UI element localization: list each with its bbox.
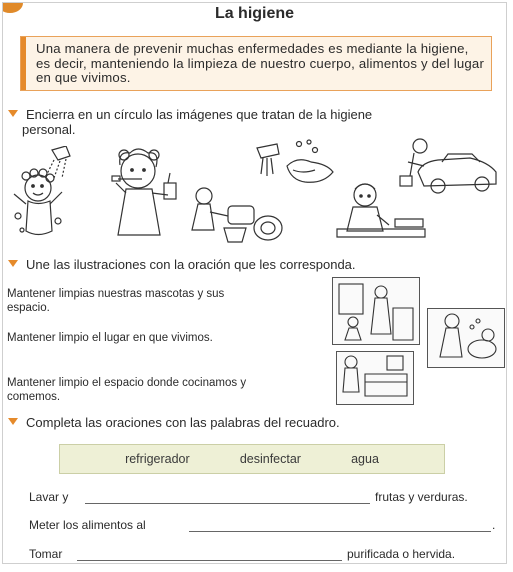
- word-bank: [59, 444, 445, 474]
- word-refrigerador: refrigerador: [125, 452, 190, 466]
- sentence-1-start: Lavar y: [29, 490, 69, 504]
- instruction-1: [8, 108, 503, 137]
- instruction-1-line2: personal.: [22, 121, 76, 137]
- match-picture-bedroom[interactable]: [336, 351, 414, 405]
- worksheet-page: [2, 2, 507, 564]
- match-picture-pet[interactable]: [427, 308, 505, 368]
- blank-2[interactable]: [189, 531, 491, 532]
- laundry-boy-illustration[interactable]: [188, 186, 288, 249]
- match-sentence-1[interactable]: Mantener limpias nuestras mascotas y sus espacio.: [7, 288, 225, 314]
- sentence-1-end: frutas y verduras.: [375, 490, 468, 504]
- instruction-3: [8, 416, 340, 431]
- washing-hands-illustration[interactable]: [253, 138, 338, 188]
- instruction-1-line1: Encierra en un círculo las imágenes que tratan de la higiene: [26, 107, 373, 122]
- intro-accent-bar: [21, 37, 26, 90]
- blank-1[interactable]: [85, 503, 370, 504]
- sentence-3-end: purificada o hervida.: [347, 547, 456, 561]
- intro-box: [20, 36, 492, 91]
- instruction-2: [8, 258, 356, 273]
- match-picture-kitchen[interactable]: [332, 277, 420, 345]
- cleaning-table-illustration[interactable]: [333, 181, 428, 251]
- word-desinfectar: desinfectar: [239, 452, 301, 466]
- orange-arrow-icon: [8, 418, 18, 425]
- orange-arrow-icon: [8, 110, 18, 117]
- orange-arrow-icon: [8, 260, 18, 267]
- page-title: La higiene: [214, 5, 295, 22]
- sentence-2-end: .: [492, 518, 496, 532]
- sentence-2-start: Meter los alimentos al: [29, 518, 146, 532]
- instruction-2-text: Une las ilustraciones con la oración que les corresponda.: [26, 257, 356, 272]
- match-sentence-2[interactable]: Mantener limpio el lugar en que vivimos.: [7, 332, 213, 344]
- shower-child-illustration[interactable]: [8, 146, 78, 241]
- sentence-3-start: Tomar: [29, 547, 63, 561]
- instruction-3-text: Completa las oraciones con las palabras del recuadro.: [26, 415, 340, 430]
- word-agua: agua: [351, 452, 379, 466]
- intro-text: Una manera de prevenir muchas enfermedades es mediante la higiene, es decir, manteniendo la limpieza de nuestro cuerpo, alimentos y del lugar en que vivimos.: [36, 41, 485, 85]
- match-sentence-3[interactable]: Mantener limpio el espacio donde cocinamos y comemos.: [7, 377, 247, 403]
- blank-3[interactable]: [77, 560, 342, 561]
- brushing-teeth-illustration[interactable]: [98, 143, 186, 241]
